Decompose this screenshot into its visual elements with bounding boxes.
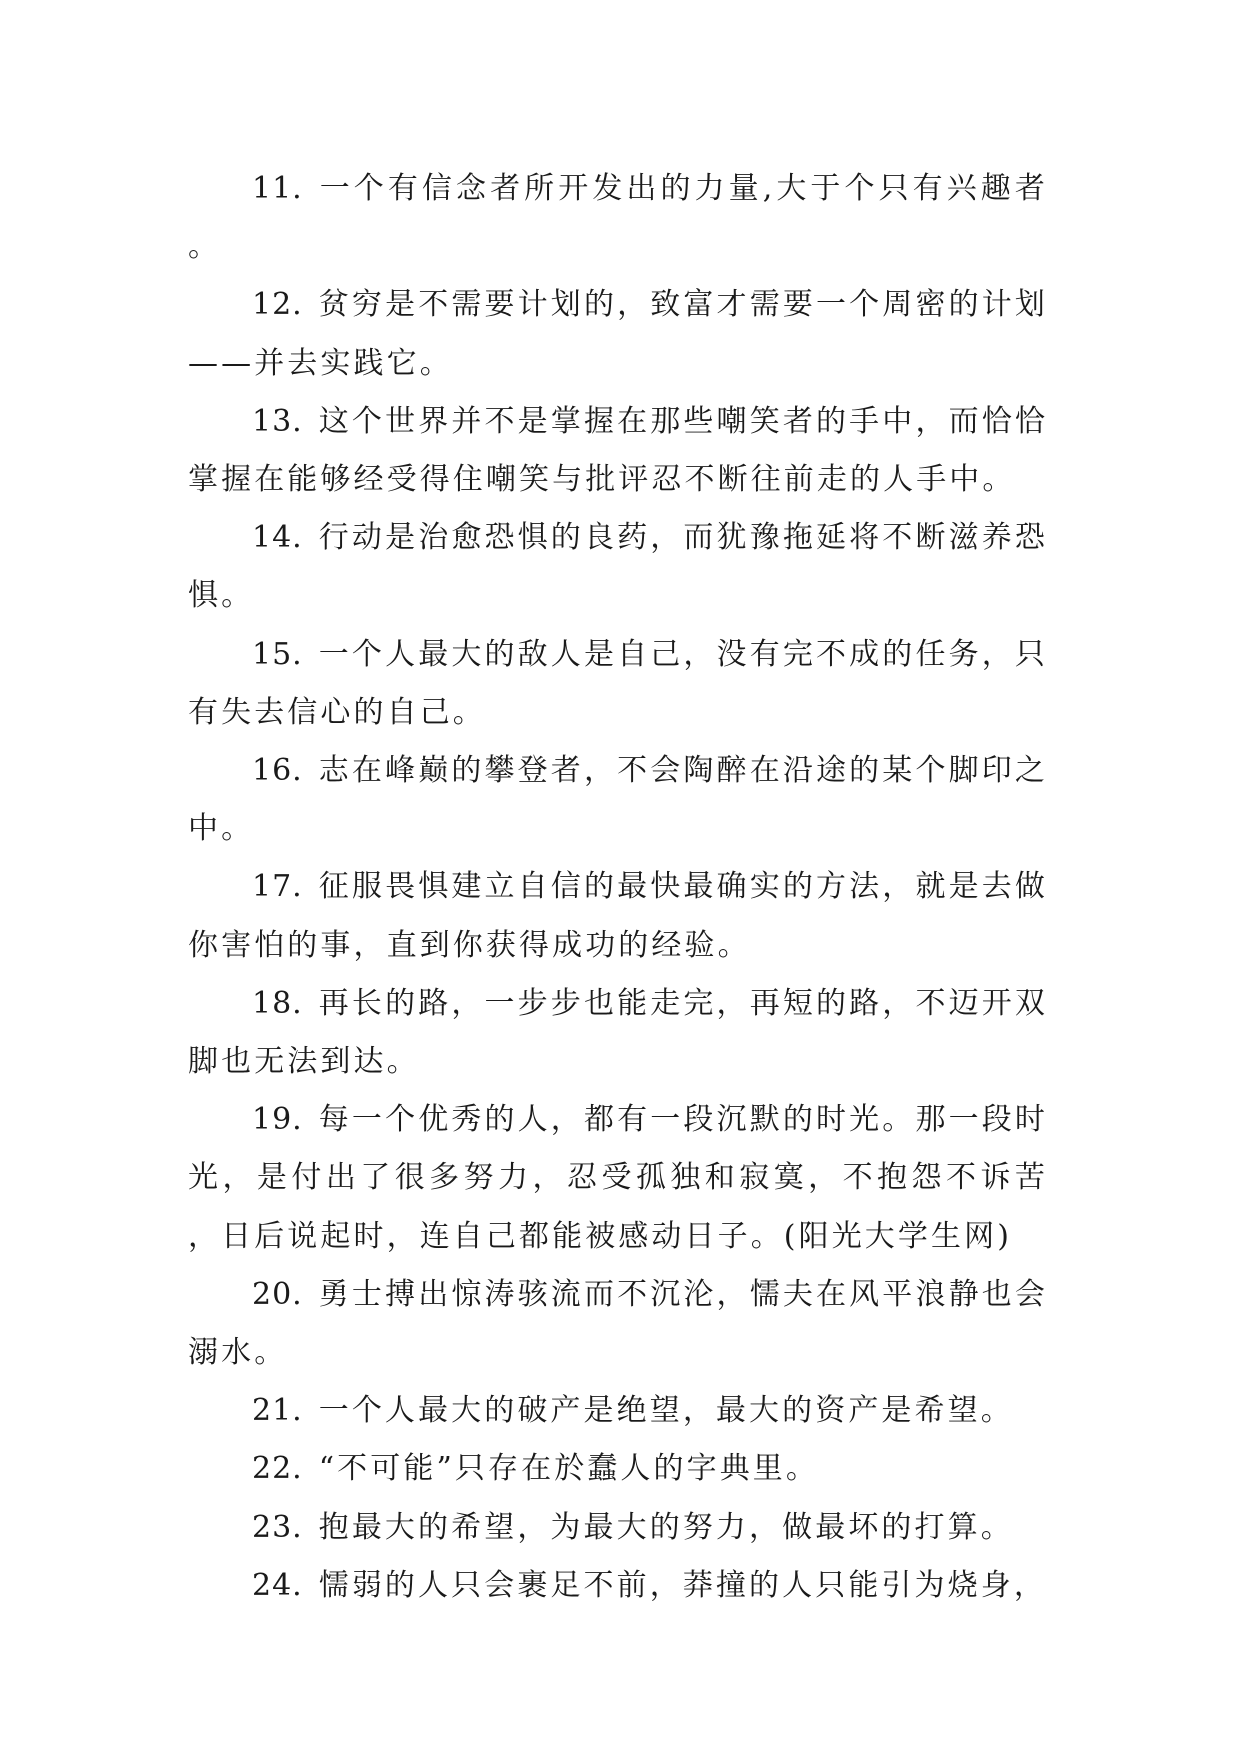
item-number: 20. [252,1276,303,1312]
list-item [188,1266,1048,1382]
item-number: 17. [252,869,303,905]
item-number: 12. [252,287,303,323]
item-number: 18. [252,985,303,1021]
item-number: 13. [252,403,303,439]
list-item [188,742,1048,858]
item-text: 勇士搏出惊涛骇流而不沉沦，懦夫在风平浪静也会溺水。 [188,1276,1048,1371]
list-item [188,276,1048,392]
quote-list [188,160,1048,1615]
item-text: 一个人最大的破产是绝望，最大的资产是希望。 [318,1393,1014,1429]
item-number: 19. [252,1102,303,1138]
item-text: 再长的路，一步步也能走完，再短的路，不迈开双脚也无法到达。 [188,985,1048,1080]
item-text: “不可能”只存在於蠢人的字典里。 [318,1451,819,1487]
list-item [188,858,1048,974]
item-number: 11. [252,171,303,206]
list-item [188,1499,1048,1557]
item-text: 这个世界并不是掌握在那些嘲笑者的手中，而恰恰掌握在能够经受得住嘲笑与批评忍不断往前走的人手中。 [188,403,1048,498]
list-item [188,1091,1048,1266]
list-item [188,393,1048,509]
item-text: 行动是治愈恐惧的良药，而犹豫拖延将不断滋养恐惧。 [188,520,1048,614]
item-text: 每一个优秀的人，都有一段沉默的时光。那一段时光，是付出了很多努力，忍受孤独和寂寞，不抱怨不诉苦，日后说起时，连自己都能被感动日子。(阳光大学生网) [188,1102,1048,1254]
item-number: 23. [252,1509,303,1545]
item-text: 懦弱的人只会裹足不前，莽撞的人只能引为烧身， [318,1567,1047,1603]
item-text: 贫穷是不需要计划的，致富才需要一个周密的计划——并去实践它。 [188,287,1048,381]
item-number: 14. [252,520,303,556]
list-item [188,975,1048,1091]
item-text: 抱最大的希望，为最大的努力，做最坏的打算。 [318,1509,1014,1545]
item-text: 一个有信念者所开发出的力量,大于个只有兴趣者。 [188,171,1048,265]
list-item [188,1382,1048,1440]
list-item [188,626,1048,742]
item-number: 15. [252,636,303,672]
item-number: 24. [252,1567,303,1603]
list-item [188,1557,1048,1615]
list-item [188,509,1048,625]
item-number: 21. [252,1393,303,1429]
list-item [188,160,1048,276]
list-item [188,1440,1048,1498]
item-text: 一个人最大的敌人是自己，没有完不成的任务，只有失去信心的自己。 [188,636,1048,730]
item-text: 志在峰巅的攀登者，不会陶醉在沿途的某个脚印之中。 [188,753,1048,847]
item-text: 征服畏惧建立自信的最快最确实的方法，就是去做你害怕的事，直到你获得成功的经验。 [188,869,1048,963]
item-number: 22. [252,1451,303,1487]
item-number: 16. [252,753,303,789]
